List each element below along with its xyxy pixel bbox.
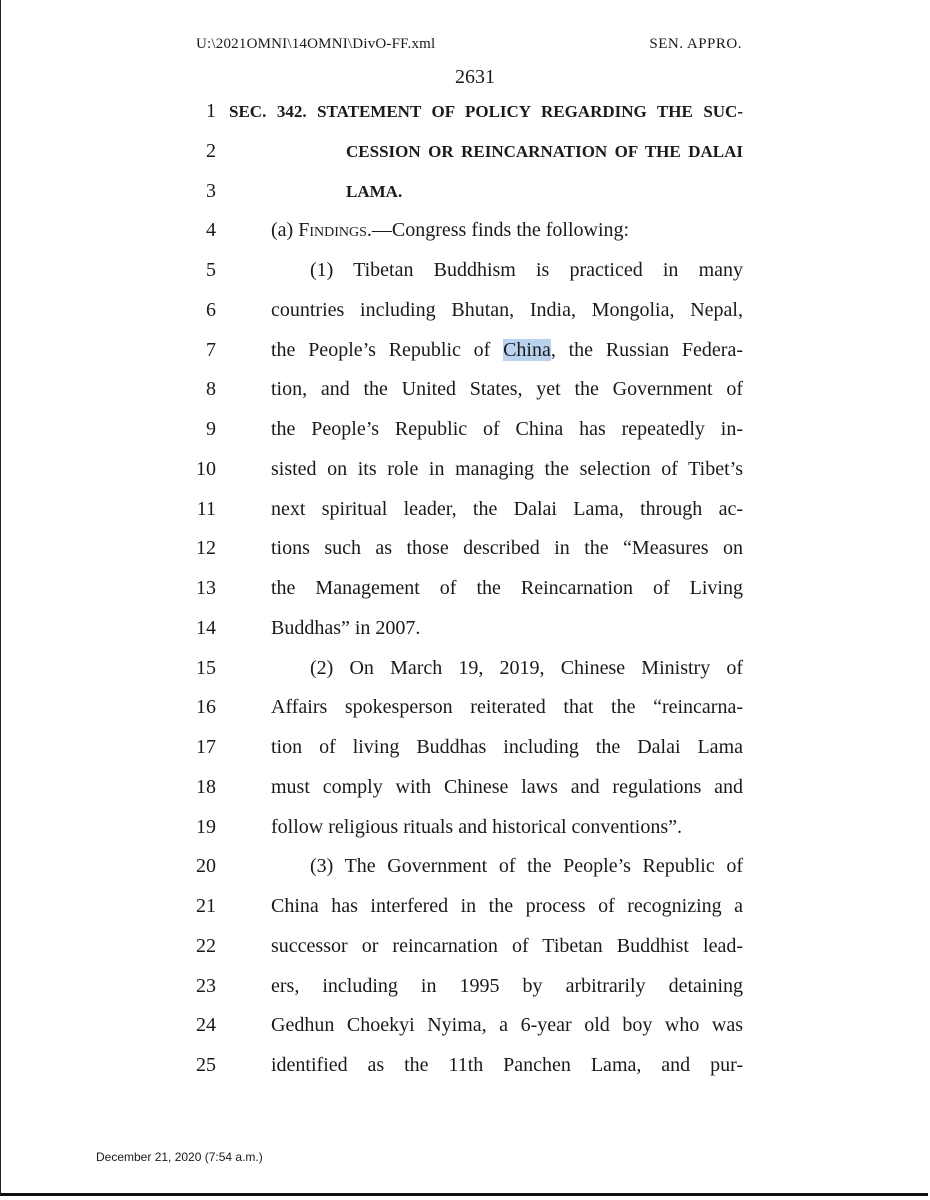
line-row	[0, 808, 930, 848]
line-row	[0, 92, 930, 132]
text-line[interactable]: successor or reincarnation of Tibetan Buddhist lead-	[271, 934, 743, 957]
line-row	[0, 768, 930, 808]
line-row	[0, 410, 930, 450]
text-line[interactable]: tion of living Buddhas including the Dalai Lama	[271, 736, 743, 758]
line-row	[0, 370, 930, 410]
line-number: 2	[206, 139, 216, 162]
line-number: 6	[206, 298, 216, 321]
footer-timestamp: December 21, 2020 (7:54 a.m.)	[96, 1150, 263, 1164]
text-line[interactable]	[271, 331, 743, 371]
text-line[interactable]: tion, and the United States, yet the Government of	[271, 378, 743, 401]
line-number: 23	[196, 974, 216, 997]
text-line[interactable]: tions such as those described in the “Measures on	[271, 537, 743, 560]
line-number: 12	[196, 537, 216, 560]
page-number: 2631	[455, 66, 495, 88]
line-row	[0, 172, 930, 212]
line-number: 21	[196, 895, 216, 917]
line-row	[0, 529, 930, 569]
section-heading[interactable]: SEC. 342. STATEMENT OF POLICY REGARDING THE SUC-	[229, 102, 743, 121]
text-line[interactable]: (2) On March 19, 2019, Chinese Ministry of	[310, 656, 743, 679]
line-number: 8	[206, 378, 216, 401]
findings-label: Findings	[298, 219, 367, 242]
text-line[interactable]: the People’s Republic of China has repeatedly in-	[271, 418, 743, 440]
line-row	[0, 450, 930, 490]
line-number: 13	[196, 577, 216, 599]
line-row	[0, 211, 930, 251]
text-line[interactable]: sisted on its role in managing the selection of Tibet’s	[271, 457, 743, 480]
text-line[interactable]: next spiritual leader, the Dalai Lama, through ac-	[271, 497, 743, 520]
line-number: 15	[196, 656, 216, 679]
line-row	[0, 927, 930, 967]
line-number: 11	[196, 497, 216, 520]
line-number: 5	[206, 259, 216, 281]
line-number: 14	[196, 616, 216, 639]
line-row	[0, 728, 930, 768]
file-path-header: U:\2021OMNI\14OMNI\DivO-FF.xml	[196, 36, 436, 52]
line-row	[0, 251, 930, 291]
line-number: 4	[206, 219, 216, 242]
subsection-text: .—Congress finds the following:	[366, 219, 630, 242]
line-row	[0, 291, 930, 331]
text-line[interactable]: China has interfered in the process of recognizing a	[271, 895, 743, 917]
text-line[interactable]: follow religious rituals and historical conventions”.	[271, 815, 683, 838]
text-line[interactable]: (3) The Government of the People’s Republic of	[310, 855, 743, 878]
text-line[interactable]: ers, including in 1995 by arbitrarily detaining	[271, 974, 743, 997]
line-row	[0, 132, 930, 172]
line-row	[0, 609, 930, 649]
line-row	[0, 1046, 930, 1086]
line-number: 9	[206, 418, 216, 440]
subsection-prefix: (a)	[271, 219, 299, 242]
line-number: 17	[196, 736, 216, 758]
line-number: 25	[196, 1054, 216, 1076]
line-number: 19	[196, 815, 216, 838]
section-heading[interactable]: CESSION OR REINCARNATION OF THE DALAI	[346, 141, 743, 161]
line-number: 7	[206, 338, 216, 361]
line-number: 16	[196, 696, 216, 719]
line-row	[0, 331, 930, 371]
section-heading[interactable]: LAMA.	[346, 181, 403, 201]
text-line[interactable]: identified as the 11th Panchen Lama, and pur-	[271, 1054, 743, 1076]
committee-header: SEN. APPRO.	[649, 36, 742, 52]
line-number: 20	[196, 855, 216, 878]
subsection-heading[interactable]	[271, 211, 743, 251]
line-number: 18	[196, 775, 216, 798]
text-line[interactable]: countries including Bhutan, India, Mongolia, Nepal,	[271, 298, 743, 321]
text-fragment: , the Russian Federa-	[550, 338, 743, 361]
text-line[interactable]: the Management of the Reincarnation of Living	[271, 577, 743, 599]
text-fragment: the People’s Republic of	[271, 338, 504, 361]
line-row	[0, 1006, 930, 1046]
line-row	[0, 569, 930, 609]
line-number: 10	[196, 457, 216, 480]
text-line[interactable]: must comply with Chinese laws and regulations and	[271, 775, 743, 798]
text-line[interactable]: (1) Tibetan Buddhism is practiced in many	[310, 259, 743, 281]
line-number: 24	[196, 1014, 216, 1037]
line-row	[0, 490, 930, 530]
text-line[interactable]: Gedhun Choekyi Nyima, a 6-year old boy who was	[271, 1014, 743, 1037]
bill-text	[0, 92, 930, 1086]
text-line[interactable]: Affairs spokesperson reiterated that the “reincarna-	[271, 696, 743, 719]
line-row	[0, 887, 930, 927]
line-number: 1	[206, 100, 216, 122]
line-row	[0, 847, 930, 887]
highlighted-selection[interactable]: China	[503, 338, 551, 361]
line-number: 3	[206, 179, 216, 202]
text-line[interactable]: Buddhas” in 2007.	[271, 616, 421, 639]
line-row	[0, 649, 930, 689]
line-number: 22	[196, 934, 216, 957]
line-row	[0, 688, 930, 728]
line-row	[0, 967, 930, 1007]
